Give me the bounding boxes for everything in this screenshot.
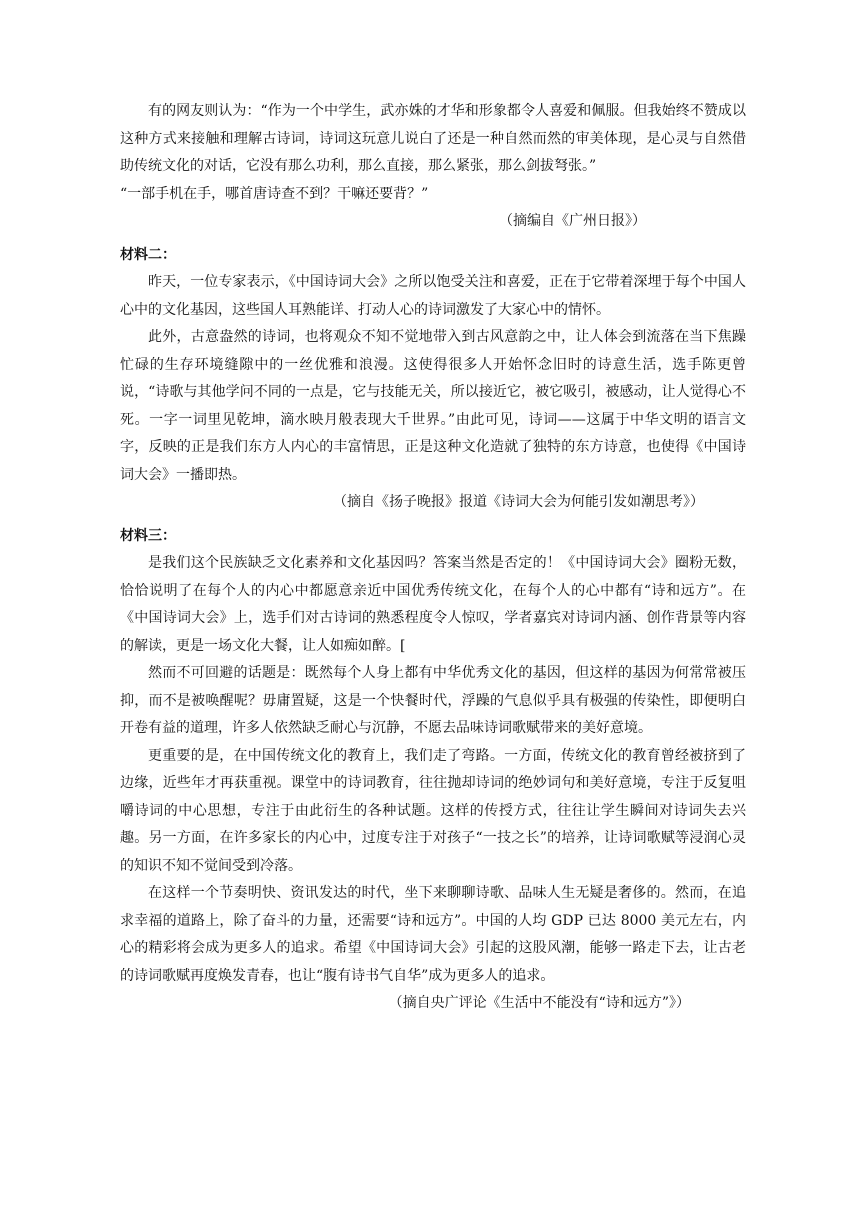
material3-heading: 材料三： [120, 527, 176, 544]
material1-paragraph: 有的网友则认为：“作为一个中学生，武亦姝的才华和形象都令人喜爱和佩服。但我始终不赞成以这种方式来接触和理解古诗词，诗词这玩意儿说白了还是一种自然而然的审美体现，是心灵与自然借助传统文化的对话，它没有那么功利，那么直接，那么紧张，那么剑拔弩张。” [120, 103, 746, 174]
material3-paragraph-3: 更重要的是，在中国传统文化的教育上，我们走了弯路。一方面，传统文化的教育曾经被挤到了边缘，近些年才再获重视。课堂中的诗词教育，往往抛却诗词的绝妙词句和美好意境，专注于反复咀嚼诗词的中心思想，专注于由此衍生的各种试题。这样的传授方式，往往让学生瞬间对诗词失去兴趣。另一方面，在许多家长的内心中，过度专注于对孩子“一技之长”的培养，让诗词歌赋等浸润心灵的知识不知不觉间受到冷落。 [120, 747, 746, 874]
material3-source: （摘自央广评论《生活中不能没有“诗和远方”》） [388, 995, 690, 1011]
material2-source: （摘自《扬子晚报》报道《诗词大会为何能引发如潮思考》） [333, 494, 704, 510]
material1-quote-line: “一部手机在手，哪首唐诗查不到？干嘛还要背？” [120, 185, 429, 202]
material1-source: （摘编自《广州日报》） [499, 213, 646, 229]
material3-paragraph-4: 在这样一个节奏明快、资讯发达的时代，坐下来聊聊诗歌、品味人生无疑是奢侈的。然而，在追求幸福的道路上，除了奋斗的力量，还需要“诗和远方”。中国的人均 GDP 已达 8000 美元左右，内心的精彩将会成为更多人的追求。希望《中国诗词大会》引起的这股风潮，能够一路走下去，让古老的诗词歌赋再度焕发青春，也让“腹有诗书气自华”成为更多人的追求。 [120, 885, 746, 984]
material2-paragraph-2: 此外，古意盎然的诗词，也将观众不知不觉地带入到古风意韵之中，让人体会到流落在当下焦躁忙碌的生存环境缝隙中的一丝优雅和浪漫。这使得很多人开始怀念旧时的诗意生活，选手陈更曾说，“诗歌与其他学问不同的一点是，它与技能无关，所以接近它，被它吸引，被感动，让人觉得心不死。一字一词里见乾坤，滴水映月般表现大千世界。”由此可见，诗词——这属于中华文明的语言文字，反映的正是我们东方人内心的丰富情思，正是这种文化造就了独特的东方诗意，也使得《中国诗词大会》一播即热。 [120, 329, 746, 483]
material2-paragraph-1: 昨天，一位专家表示，《中国诗词大会》之所以饱受关注和喜爱，正在于它带着深埋于每个中国人心中的文化基因，这些国人耳熟能详、打动人心的诗词激发了大家心中的情怀。 [120, 274, 746, 318]
material2-heading: 材料二： [120, 246, 176, 263]
material3-paragraph-1: 是我们这个民族缺乏文化素养和文化基因吗？答案当然是否定的！《中国诗词大会》圈粉无数，恰恰说明了在每个人的内心中都愿意亲近中国优秀传统文化，在每个人的心中都有“诗和远方”。在《中国诗词大会》上，选手们对古诗词的熟悉程度令人惊叹，学者嘉宾对诗词内涵、创作背景等内容的解读，更是一场文化大餐，让人如痴如醉。[ [120, 555, 746, 654]
document-page [120, 98, 746, 1018]
material3-paragraph-2: 然而不可回避的话题是：既然每个人身上都有中华优秀文化的基因，但这样的基因为何常常被压抑，而不是被唤醒呢？毋庸置疑，这是一个快餐时代，浮躁的气息似乎具有极强的传染性，即便明白开卷有益的道理，许多人依然缺乏耐心与沉静，不愿去品味诗词歌赋带来的美好意境。 [120, 665, 746, 736]
